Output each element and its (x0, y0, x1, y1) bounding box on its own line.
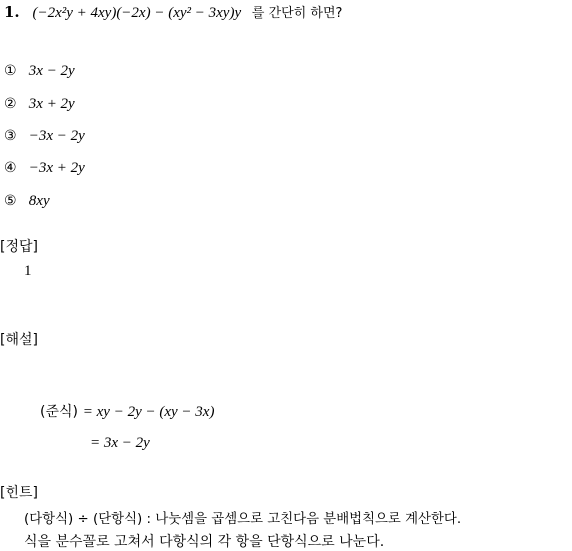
choice-2-mark: ② (4, 96, 17, 112)
choice-1-text: 3x − 2y (28, 63, 75, 79)
choice-5-mark: ⑤ (4, 193, 17, 209)
question-line (4, 2, 342, 22)
question-prompt: 를 간단히 하면? (251, 6, 343, 21)
hint-title: [힌트] (0, 485, 38, 501)
choice-4-text: −3x + 2y (28, 160, 85, 176)
choice-2-text: 3x + 2y (28, 96, 75, 112)
answer-value: 1 (24, 263, 32, 279)
choice-1 (4, 61, 75, 80)
explanation-line-2 (90, 433, 150, 452)
choice-2 (4, 94, 75, 113)
choice-5 (4, 191, 50, 210)
question-expression: (−2x²y + 4xy)(−2x) − (xy² − 3xy)y (32, 5, 242, 21)
explanation-title: [해설] (0, 332, 38, 348)
choice-3-mark: ③ (4, 128, 17, 144)
answer-title: [정답] (0, 239, 38, 255)
choice-3-text: −3x − 2y (28, 128, 85, 144)
choice-4 (4, 158, 85, 177)
explanation-line-1 (40, 401, 214, 421)
choice-4-mark: ④ (4, 160, 17, 176)
choice-1-mark: ① (4, 63, 17, 79)
choice-3 (4, 126, 85, 145)
hint-line-1: (다항식) ÷ (단항식) : 나눗셈을 곱셈으로 고친다음 분배법칙으로 계산한다. (24, 512, 462, 527)
explanation-label: (준식) (40, 404, 78, 420)
question-number: 1. (4, 3, 20, 21)
explanation-line-2-expr: = 3x − 2y (90, 435, 150, 451)
explanation-line-1-expr: = xy − 2y − (xy − 3x) (82, 404, 215, 420)
hint-line-2: 식을 분수꼴로 고쳐서 다항식의 각 항을 단항식으로 나눈다. (24, 534, 385, 550)
choice-5-text: 8xy (28, 193, 50, 209)
